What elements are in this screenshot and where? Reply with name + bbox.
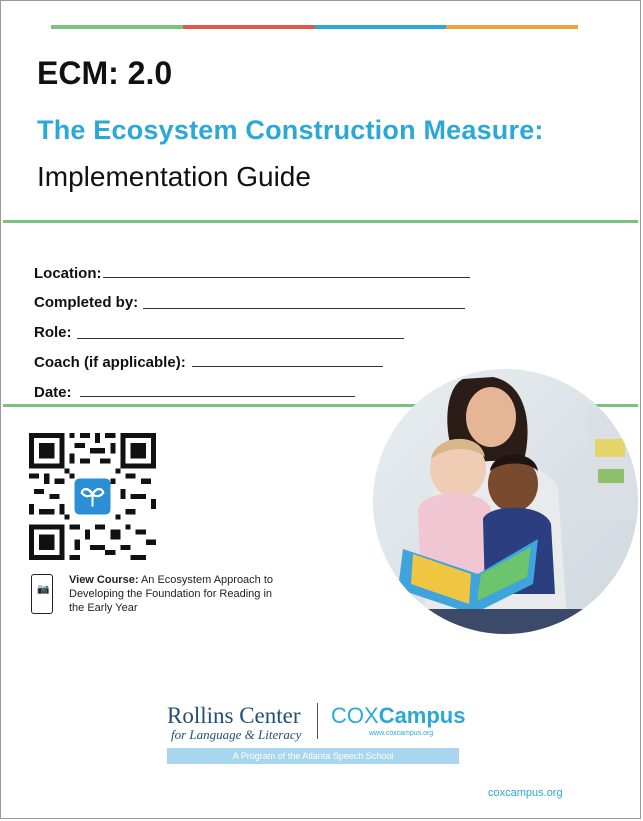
stripe-green <box>51 25 183 29</box>
cox-campus-logo <box>331 704 465 728</box>
document-subtitle: The Ecosystem Construction Measure: <box>37 115 544 145</box>
qr-code[interactable] <box>29 433 156 560</box>
stripe-orange <box>446 25 578 29</box>
logo-divider <box>317 703 318 739</box>
coach-label: Coach (if applicable): <box>34 354 186 371</box>
view-course-label: View Course: <box>69 574 139 586</box>
cox-logo-url: www.coxcampus.org <box>369 730 434 737</box>
role-line <box>77 338 404 339</box>
view-course-text <box>69 573 284 615</box>
role-label: Role: <box>34 324 72 341</box>
mobile-phone-icon <box>31 574 53 614</box>
footer-url-link[interactable]: coxcampus.org <box>488 787 563 799</box>
document-subtitle-2: Implementation Guide <box>37 161 311 192</box>
mother-children-reading-photo <box>373 369 638 634</box>
rollins-logo-title: Rollins Center <box>167 703 301 728</box>
location-label: Location: <box>34 265 102 282</box>
coach-line <box>192 366 383 367</box>
cox-logo-part1: COX <box>331 703 379 728</box>
program-banner: A Program of the Atlanta Speech School <box>167 748 459 764</box>
rollins-logo-subtitle: for Language & Literacy <box>171 727 302 742</box>
date-label: Date: <box>34 384 72 401</box>
course-description: An Ecosystem Approach to Developing the Foundation for Reading in the Early Year <box>69 574 274 614</box>
stripe-red <box>183 25 315 29</box>
completed-by-line <box>143 308 465 309</box>
section-divider-top <box>3 220 638 223</box>
date-line <box>80 396 355 397</box>
rollins-center-logo <box>167 704 301 742</box>
completed-by-label: Completed by: <box>34 294 139 311</box>
camera-icon: 📷 <box>37 584 50 595</box>
location-line <box>103 277 470 278</box>
color-stripe <box>51 25 578 29</box>
document-title: ECM: 2.0 <box>37 55 173 91</box>
cox-logo-part2: Campus <box>378 703 466 728</box>
stripe-blue <box>315 25 447 29</box>
